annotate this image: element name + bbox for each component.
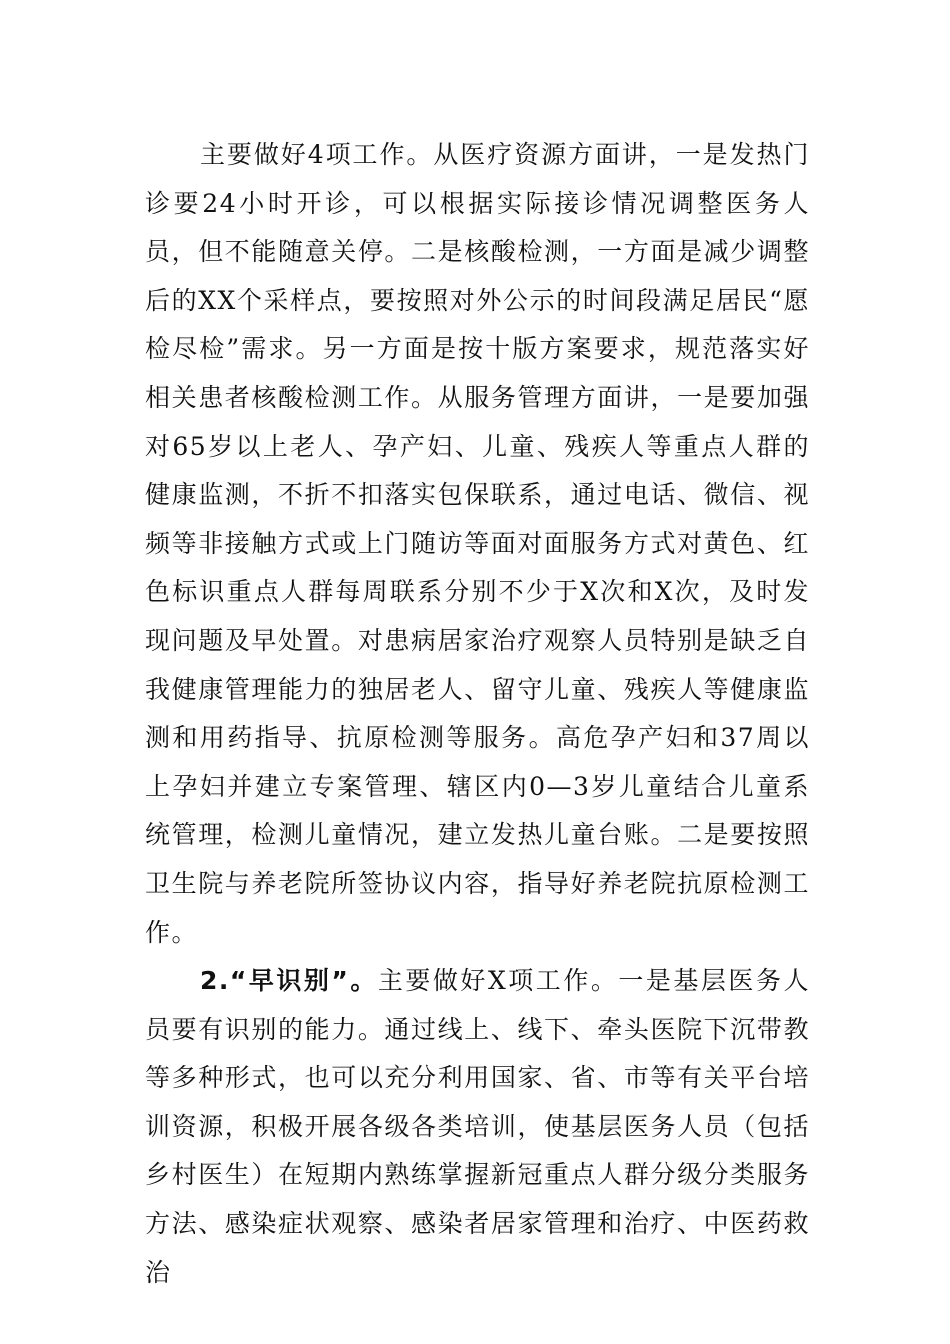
document-body	[145, 131, 810, 1297]
section-heading: 2.“早识别”。	[200, 966, 378, 996]
paragraph-text: 主要做好X项工作。一是基层医务人员要有识别的能力。通过线上、线下、牵头医院下沉带教等多种形式，也可以充分利用国家、省、市等有关平台培训资源，积极开展各级各类培训，使基层医务人员（包括乡村医生）在短期内熟练掌握新冠重点人群分级分类服务方法、感染症状观察、感染者居家管理和治疗、中医药救治	[145, 966, 810, 1287]
paragraph-text: 主要做好4项工作。从医疗资源方面讲，一是发热门诊要24小时开诊，可以根据实际接诊情况调整医务人员，但不能随意关停。二是核酸检测，一方面是减少调整后的XX个采样点，要按照对外公示的时间段满足居民“愿检尽检”需求。另一方面是按十版方案要求，规范落实好相关患者核酸检测工作。从服务管理方面讲，一是要加强对65岁以上老人、孕产妇、儿童、残疾人等重点人群的健康监测，不折不扣落实包保联系，通过电话、微信、视频等非接触方式或上门随访等面对面服务方式对黄色、红色标识重点人群每周联系分别不少于X次和X次，及时发现问题及早处置。对患病居家治疗观察人员特别是缺乏自我健康管理能力的独居老人、留守儿童、残疾人等健康监测和用药指导、抗原检测等服务。高危孕产妇和37周以上孕妇并建立专案管理、辖区内0—3岁儿童结合儿童系统管理，检测儿童情况，建立发热儿童台账。二是要按照卫生院与养老院所签协议内容，指导好养老院抗原检测工作。	[145, 140, 810, 947]
paragraph-early-identification	[145, 957, 810, 1297]
paragraph-work-items	[145, 131, 810, 957]
